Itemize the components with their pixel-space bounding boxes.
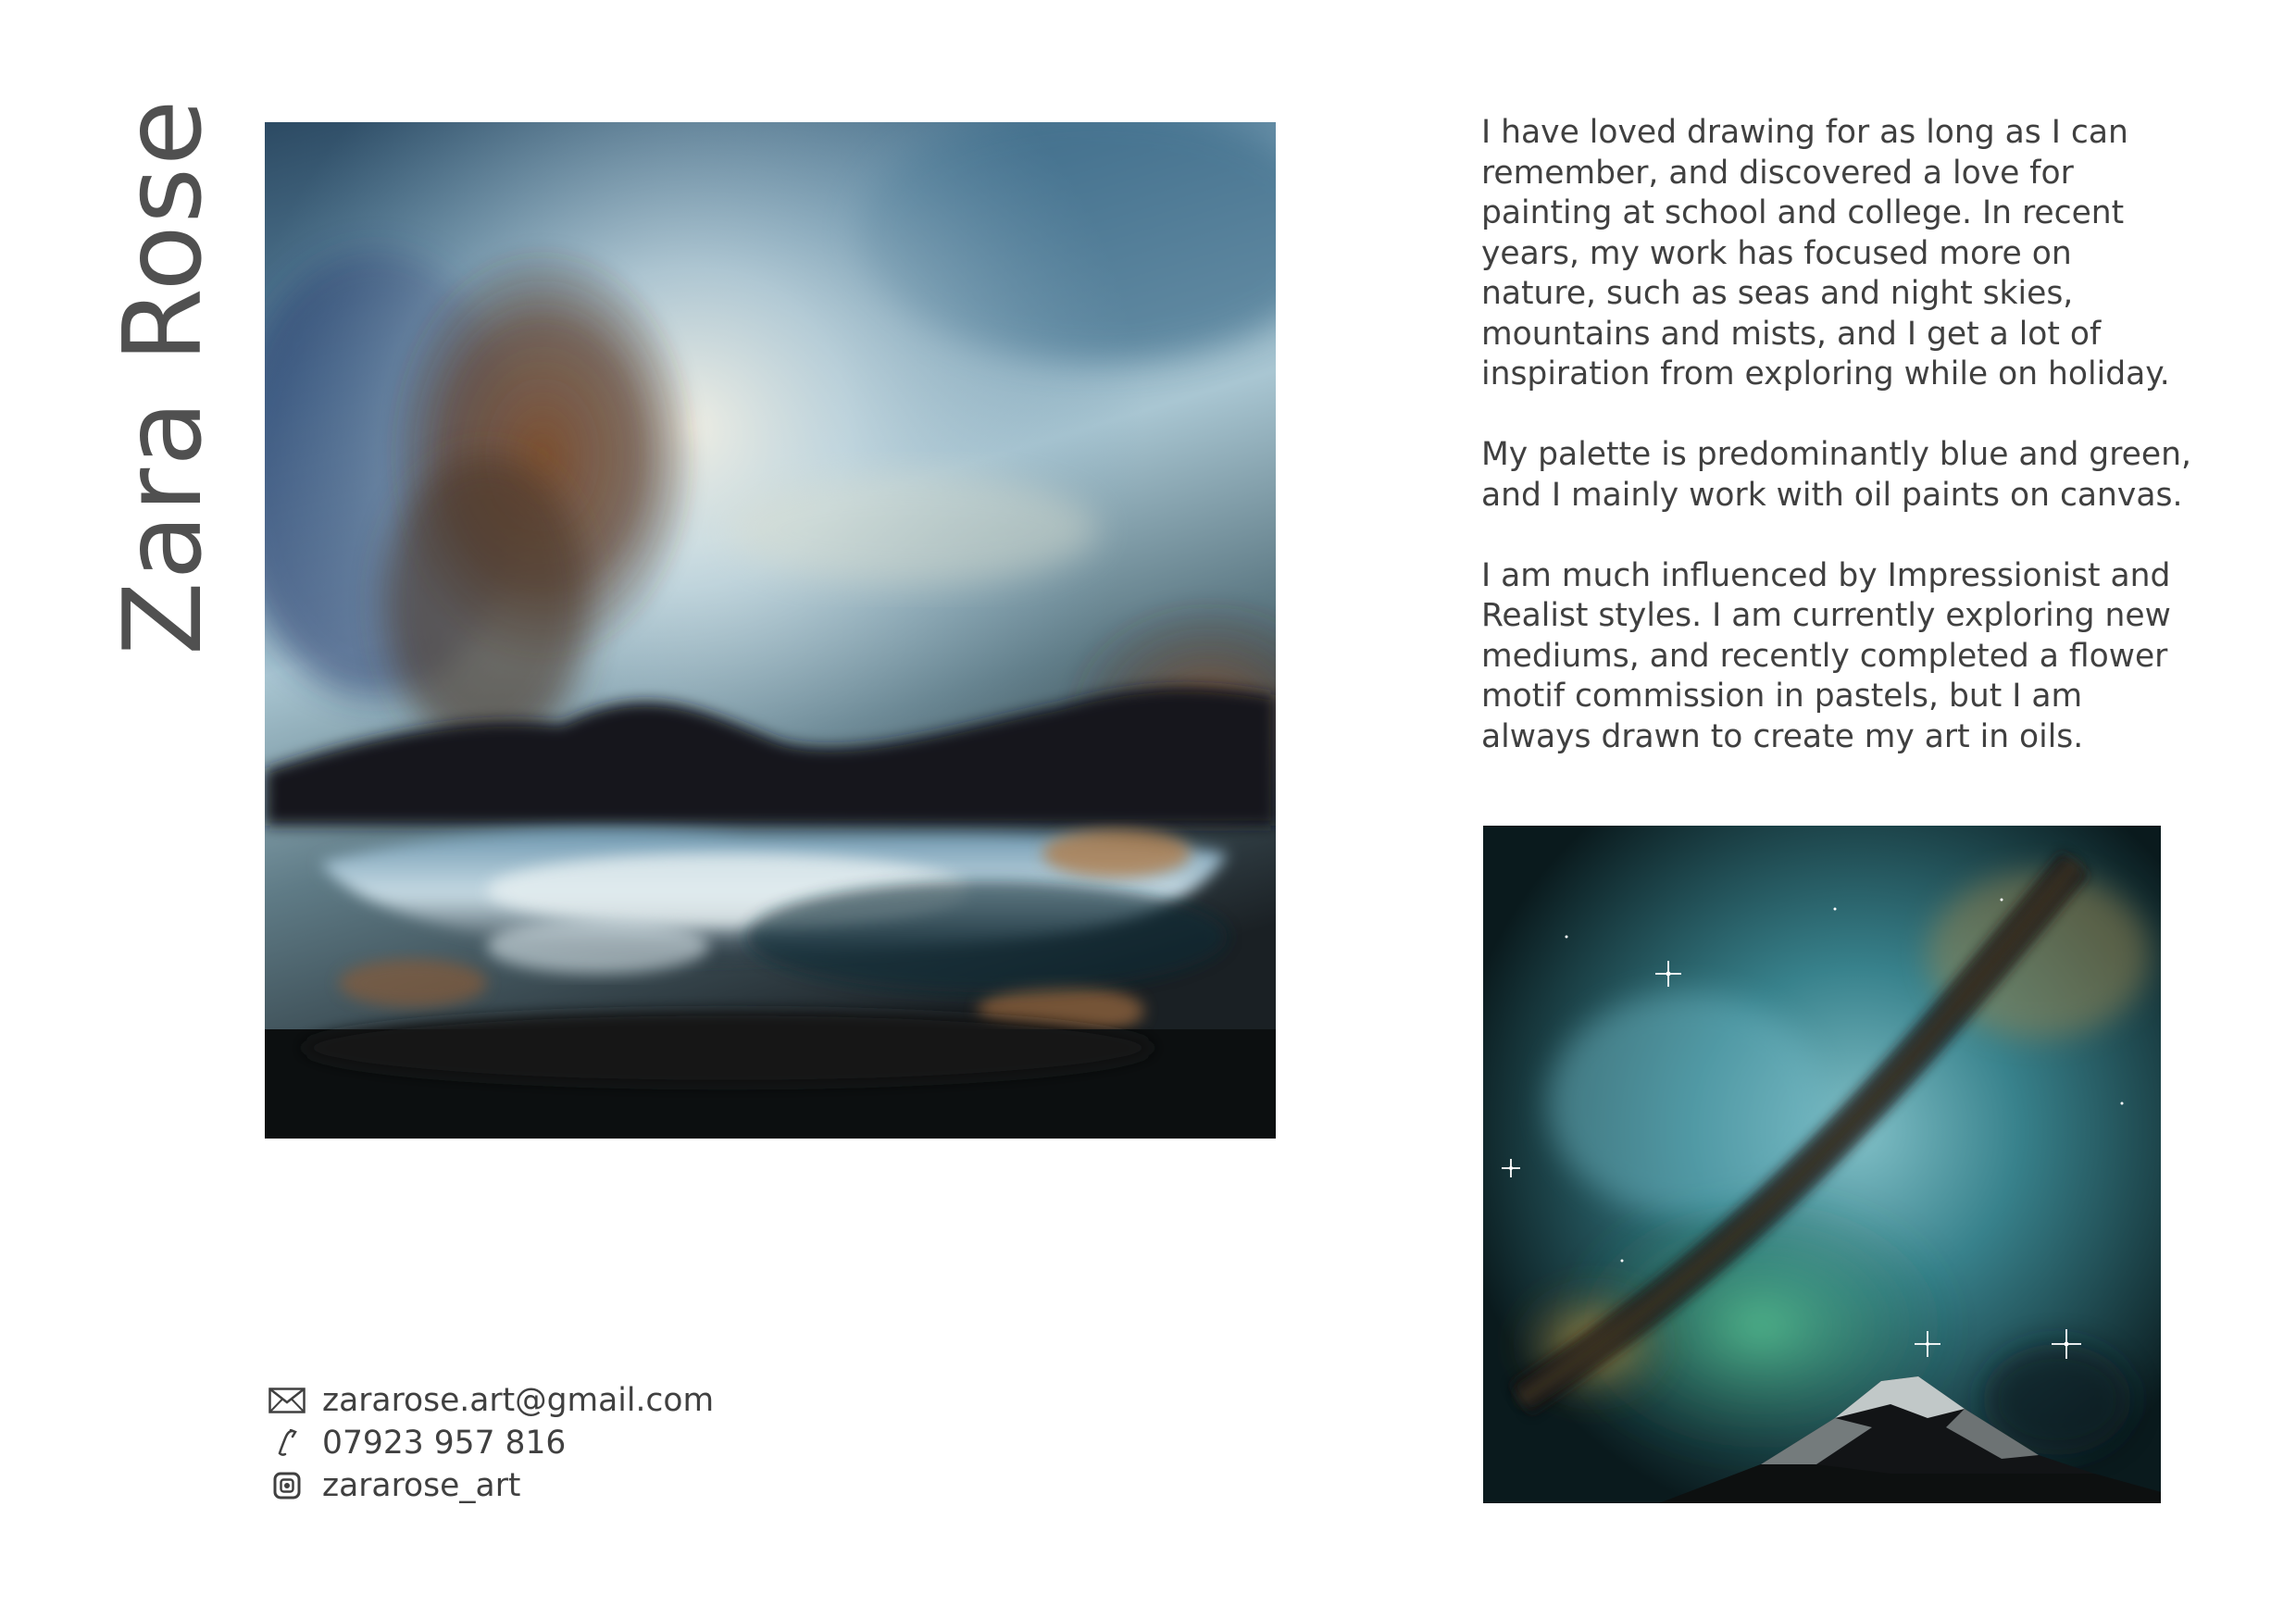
landscape-painting-image: [265, 122, 1276, 1139]
contact-phone[interactable]: [265, 1422, 714, 1464]
phone-text[interactable]: 07923 957 816: [322, 1425, 567, 1462]
contact-email[interactable]: [265, 1379, 714, 1422]
envelope-icon: [265, 1382, 309, 1419]
landscape-painting: [265, 122, 1276, 1139]
instagram-text[interactable]: zararose_art: [322, 1467, 521, 1504]
contact-instagram[interactable]: [265, 1464, 714, 1507]
contact-info: [265, 1379, 714, 1507]
phone-icon: [265, 1425, 309, 1462]
email-text[interactable]: zararose.art@gmail.com: [322, 1382, 715, 1419]
artist-name: Zara Rose: [101, 97, 226, 655]
artist-bio: [1481, 113, 2194, 798]
bio-paragraph: I am much influenced by Impressionist and Realist styles. I am currently exploring new mediums, and recently completed a flower motif commission in pastels, but I am always drawn to create my art in oils.: [1481, 556, 2171, 755]
galaxy-painting: [1483, 826, 2161, 1503]
galaxy-painting-image: [1483, 826, 2161, 1503]
bio-paragraph: My palette is predominantly blue and green, and I mainly work with oil paints on canvas.: [1481, 436, 2191, 514]
instagram-icon: [265, 1467, 309, 1504]
bio-paragraph: I have loved drawing for as long as I can remember, and discovered a love for painting at school and college. In recent years, my work has focused more on nature, such as seas and night skies, mountains and mists, and I get a lot of inspiration from exploring while on holiday.: [1481, 114, 2170, 392]
